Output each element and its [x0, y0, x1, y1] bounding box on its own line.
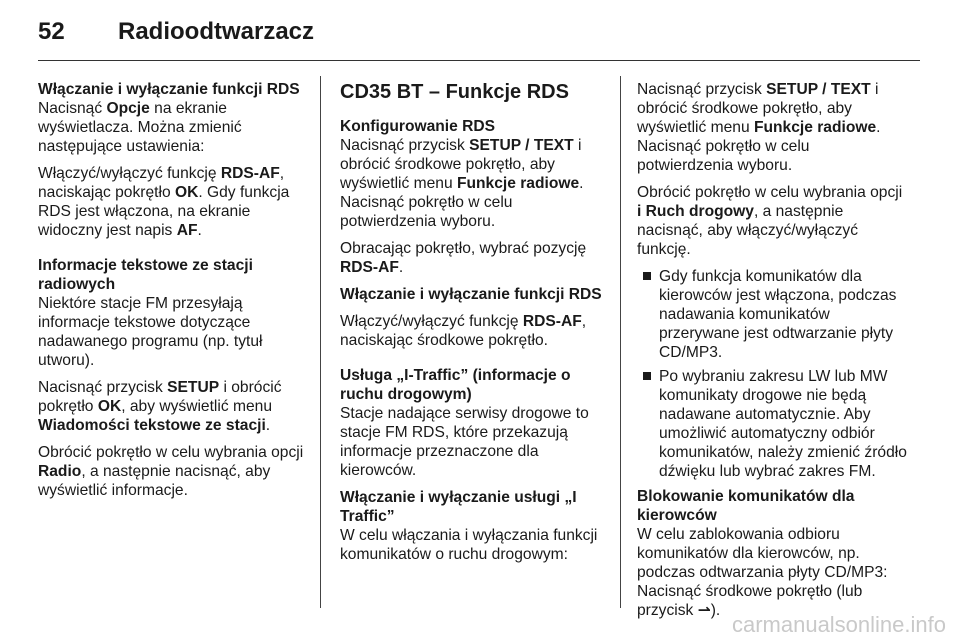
heading-config-rds: Konfigurowanie RDS	[340, 118, 496, 135]
paragraph: Stacje nadające serwisy drogowe to stacje FM RDS, które przekazują informacje przeznaczone dla kierowców.	[340, 405, 589, 479]
heading-block-traffic: Blokowanie komunikatów dla kierowców	[637, 488, 855, 524]
column-divider-1	[320, 76, 321, 608]
paragraph: Obracając pokrętło, wybrać pozycję RDS-AF.	[340, 240, 587, 276]
paragraph: W celu włączania i wyłączania funkcji komunikatów o ruchu drogowym:	[340, 527, 598, 563]
paragraph: W celu zablokowania odbioru komunikatów dla kierowców, np. podczas odtwarzania płyty CD/MP3: Nacisnąć środkowe pokrętło (lub przycisk ⇀).	[637, 526, 888, 619]
paragraph: Nacisnąć przycisk SETUP / TEXT i obrócić środkowe pokrętło, aby wyświetlić menu Funkcje radiowe.	[340, 137, 584, 192]
paragraph: Nacisnąć pokrętło w celu potwierdzenia wyboru.	[637, 138, 810, 174]
bullet-list	[637, 267, 907, 481]
square-bullet-icon	[643, 272, 651, 280]
paragraph: Włączyć/wyłączyć funkcję RDS-AF, naciskając pokrętło OK. Gdy funkcja RDS jest włączona, na ekranie widoczny jest napis AF.	[38, 165, 290, 239]
heading-rds-onoff: Włączanie i wyłączanie funkcji RDS	[38, 81, 300, 98]
paragraph: Nacisnąć przycisk SETUP / TEXT i obrócić środkowe pokrętło, aby wyświetlić menu Funkcje radiowe.	[637, 81, 881, 136]
paragraph: Nacisnąć przycisk SETUP i obrócić pokrętło OK, aby wyświetlić menu Wiadomości tekstowe ze stacji.	[38, 379, 282, 434]
heading-radio-text: Informacje tekstowe ze stacji radiowych	[38, 257, 253, 293]
heading-traffic-service: Usługa „I-Traffic” (informacje o ruchu drogowym)	[340, 367, 571, 403]
traffic-button-icon: ⇀	[697, 602, 711, 619]
section-title: CD35 BT – Funkcje RDS	[340, 81, 569, 103]
column-divider-2	[620, 76, 621, 608]
paragraph: Nacisnąć Opcje na ekranie wyświetlacza. Można zmienić następujące ustawienia:	[38, 100, 242, 155]
paragraph: Obrócić pokrętło w celu wybrania opcji i Ruch drogowy, a następnie nacisnąć, aby włączyć/wyłączyć funkcję.	[637, 184, 903, 258]
paragraph: Włączyć/wyłączyć funkcję RDS-AF, naciskając środkowe pokrętło.	[340, 313, 587, 349]
column-1	[38, 80, 308, 508]
page-title: Radioodtwarzacz	[118, 18, 315, 45]
watermark: carmanualsonline.info	[731, 612, 946, 637]
heading-traffic-onoff: Włączanie i wyłączanie usługi „I Traffic”	[340, 489, 577, 525]
column-3	[637, 80, 907, 628]
list-item: Gdy funkcja komunikatów dla kierowców jest włączona, podczas nadawania komunikatów przerywane jest odtwarzanie płyty CD/MP3.	[637, 267, 907, 362]
paragraph: Nacisnąć pokrętło w celu potwierdzenia wyboru.	[340, 194, 513, 230]
column-2	[340, 80, 608, 572]
square-bullet-icon	[643, 372, 651, 380]
page-number: 52	[38, 18, 65, 45]
paragraph: Obrócić pokrętło w celu wybrania opcji Radio, a następnie nacisnąć, aby wyświetlić informacje.	[38, 444, 304, 499]
heading-rds-onoff: Włączanie i wyłączanie funkcji RDS	[340, 286, 602, 303]
list-item: Po wybraniu zakresu LW lub MW komunikaty drogowe nie będą nadawane automatycznie. Aby umożliwić automatyczny odbiór komunikatów, należy zmienić źródło dźwięku lub wybrać zakres FM.	[637, 367, 907, 481]
paragraph: Niektóre stacje FM przesyłają informacje tekstowe dotyczące nadawanego programu (np. tytuł utworu).	[38, 295, 263, 369]
header-rule	[38, 60, 920, 61]
